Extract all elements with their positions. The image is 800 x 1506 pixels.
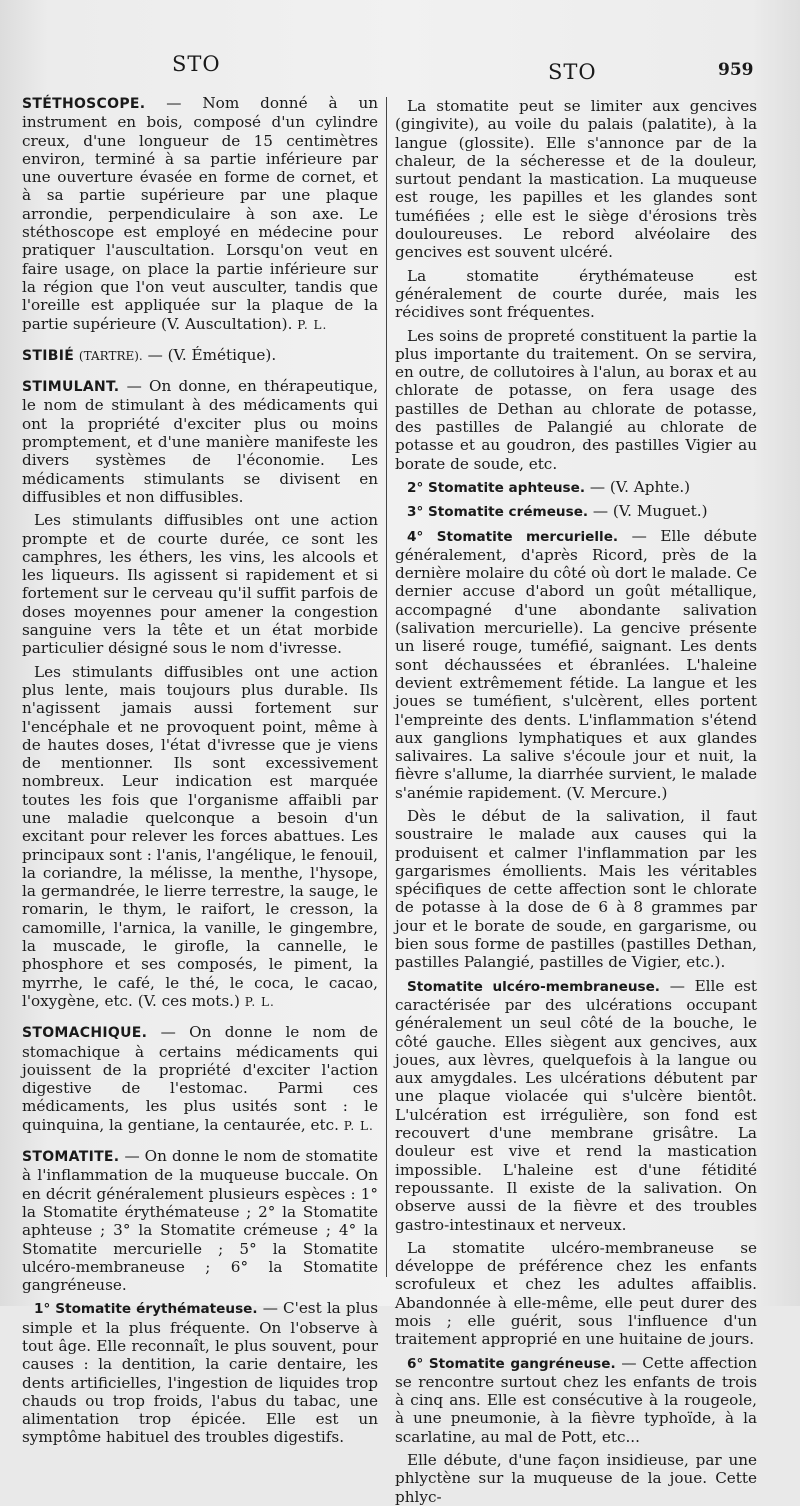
paragraph: La stomatite peut se limiter aux gencives (gingivite), au voile du palais (palatite), à la langue (glossite). Elle s'annonce par de la chaleur, de la sécheresse et de la douleur, surtout pendant la mastication. La muqueuse est rouge, les papilles et les glandes sont tuméfiées ; elle est le siège d'érosions très douloureuses. Le rebord alvéolaire des gencives est souvent ulcéré. <box>395 97 757 262</box>
subentry-label: 4° Stomatite mercurielle. <box>407 528 619 545</box>
column-divider <box>386 97 387 1277</box>
headword-stethoscope: STÉTHOSCOPE. <box>22 96 146 112</box>
right-column <box>395 97 758 1506</box>
paragraph: Les soins de propreté constituent la partie la plus importante du traitement. On se servira, en outre, de collutoires à l'alun, au borax et au chlorate de potasse, on fera usage des pastilles de Dethan au chlorate de potasse, des pastilles de Palangié au chlorate de potasse et au goudron, des pastilles Vigier au borate de soude, etc. <box>395 326 757 473</box>
entry-text: — On donne, en thérapeutique, le nom de stimulant à des médicaments qui ont la propriété d'exciter plus ou moins promptement, et d'une manière manifeste les divers systèmes de l'économie. Les médicaments stimulants se divisent en diffusibles et non diffusibles. <box>22 377 378 506</box>
subentry-cremeuse <box>395 502 757 521</box>
headword-stomachique: STOMACHIQUE. <box>22 1025 148 1042</box>
entry-stomatite <box>22 1147 378 1294</box>
author-signature: P. L. <box>343 1118 374 1133</box>
left-column <box>22 94 379 1447</box>
running-head-right: STO <box>548 60 597 84</box>
subentry-label: 2° Stomatite aphteuse. <box>407 479 586 496</box>
entry-stethoscope <box>22 94 378 334</box>
headword-stibie: STIBIÉ <box>22 347 75 364</box>
subentry-label: 3° Stomatite crémeuse. <box>407 504 589 521</box>
entry-text: — Nom donné à un instrument en bois, composé d'un cylindre creux, d'une longueur de 15 centimètres environ, terminé à sa partie inférieure par une ouverture évasée en forme de cornet, et à sa partie supérieure par une plaque arrondie, perpendiculaire à son axe. Le stéthoscope est employé en médecine pour pratiquer l'auscultation. Lorsqu'on veut en faire usage, on place la partie inférieure sur la région que l'on veut ausculter, tandis que l'oreille est appliquée sur la plaque de la partie supérieure (V. Auscultation). <box>22 94 379 333</box>
author-signature: P. L. <box>244 994 275 1009</box>
headword-stomatite: STOMATITE. <box>22 1149 120 1166</box>
subentry-label: Stomatite ulcéro-membraneuse. <box>407 978 660 995</box>
entry-text: — On donne le nom de stomatite à l'inflammation de la muqueuse buccale. On en décrit généralement plusieurs espèces : 1° la Stomatite érythémateuse ; 2° la Stomatite aphteuse ; 3° la Stomatite crémeuse ; 4° la Stomatite mercurielle ; 5° la Stomatite ulcéro-membraneuse ; 6° la Stomatite gangréneuse. <box>22 1147 378 1295</box>
subentry-aphteuse <box>395 478 757 497</box>
headword-qualifier: (TARTRE). <box>78 348 143 363</box>
subentry-label: 6° Stomatite gangréneuse. <box>407 1355 616 1372</box>
subentry-text: — Elle est caractérisée par des ulcérations occupant généralement un seul côté de la bouche, le côté gauche. Elles siègent aux gencives, aux joues, aux lèvres, quelquefois à la langue ou aux amygdales. Les ulcérations débutent par une plaque violacée qui s'ulcère bientôt. L'ulcération est irrégulière, son fond est recouvert d'une membrane grisâtre. La douleur est vive et rend la mastication impossible. L'haleine est d'une fétidité repoussante. Il existe de la salivation. On observe aussi de la fièvre et des troubles gastro-intestinaux et nerveux. <box>395 976 757 1234</box>
subentry-ulcero-membraneuse <box>395 977 757 1234</box>
page-number: 959 <box>718 60 754 80</box>
running-head-left: STO <box>172 52 221 76</box>
subentry-text: — (V. Muguet.) <box>592 502 708 521</box>
paragraph: Dès le début de la salivation, il faut soustraire le malade aux causes qui la produisent et calmer l'inflammation par les gargarismes émollients. Mais les véritables spécifiques de cette affection sont le chlorate de potasse à la dose de 6 à 8 grammes par jour et le borate de soude, en gargarisme, ou bien sous forme de pastilles (pastilles Dethan, pastilles Palangié, pastilles de Vigier, etc.). <box>395 806 757 972</box>
paragraph: La stomatite érythémateuse est généralement de courte durée, mais les récidives sont fréquentes. <box>395 266 757 322</box>
entry-stomachique <box>22 1023 378 1135</box>
entry-stimulant <box>22 377 378 506</box>
headword-stimulant: STIMULANT. <box>22 379 120 396</box>
subentry-text: — Elle débute généralement, d'après Ricord, près de la dernière molaire du côté où dort le malade. Ce dernier accuse d'abord un goût métallique, accompagné d'une abondante salivation (salivation mercurielle). La gencive présente un liseré rouge, tuméfié, saignant. Les dents sont déchaussées et ébranlées. L'haleine devient extrêmement fétide. La langue et les joues se tuméfient, s'ulcèrent, elles portent l'empreinte des dents. L'inflammation s'étend aux ganglions lymphatiques et aux glandes salivaires. La salive s'écoule jour et nuit, la fièvre s'allume, la diarrhée survient, le malade s'anémie rapidement. (V. Mercure.) <box>395 526 758 802</box>
paragraph: Les stimulants diffusibles ont une action prompte et de courte durée, ce sont les camphres, les éthers, les vins, les alcools et les liqueurs. Ils agissent si rapidement et si fortement sur le cerveau qu'il suffit parfois de doses moyennes pour amener la congestion sanguine vers la tête et un état morbide particulier désigné sous le nom d'ivresse. <box>22 511 378 658</box>
paragraph-text: Les stimulants diffusibles ont une action plus lente, mais toujours plus durable. Ils n'agissent jamais aussi fortement sur l'encéphale et ne provoquent point, même à de hautes doses, l'état d'ivresse que je viens de mentionner. Ils sont excessivement nombreux. Leur indication est marquée toutes les fois que l'organisme affaibli par une maladie quelconque a besoin d'un excitant pour relever les forces abattues. Les principaux sont : l'anis, l'angélique, le fenouil, la coriandre, la mélisse, la menthe, l'hysope, la germandrée, le lierre terrestre, la sauge, le romarin, le thym, le raifort, le cresson, la camomille, l'arnica, la vanille, le gingembre, la muscade, le girofle, la cannelle, le phosphore et ses composés, le piment, la myrrhe, le café, le thé, le coca, le cacao, l'oxygène, etc. (V. ces mots.) <box>22 662 378 1010</box>
subentry-text: — C'est la plus simple et la plus fréquente. On l'observe à tout âge. Elle reconnaît, le plus souvent, pour causes : la dentition, la carie dentaire, les dents artificielles, l'ingestion de liquides trop chauds ou trop froids, l'abus du tabac, une alimentation trop épicée. Elle est un symptôme habituel des troubles digestifs. <box>22 1299 379 1447</box>
page-header <box>0 52 800 86</box>
subentry-gangreneuse <box>395 1354 757 1446</box>
paragraph: La stomatite ulcéro-membraneuse se développe de préférence chez les enfants scrofuleux et chez les adultes affaiblis. Abandonnée à elle-même, elle peut durer des mois ; elle guérit, sous l'influence d'un traitement approprié en une huitaine de jours. <box>395 1238 757 1349</box>
subentry-text: — (V. Aphte.) <box>589 477 691 496</box>
entry-text: — (V. Émétique). <box>147 345 277 364</box>
paragraph <box>22 663 378 1012</box>
subentry-erythemateuse <box>22 1299 378 1446</box>
author-signature: P. L. <box>297 317 328 332</box>
entry-stibie <box>22 346 378 365</box>
paragraph: Elle débute, d'une façon insidieuse, par une phlyctène sur la muqueuse de la joue. Cette phlyc- <box>395 1451 757 1506</box>
subentry-text: — Cette affection se rencontre surtout chez les enfants de trois à cinq ans. Elle est consécutive à la rougeole, à une pneumonie, à la fièvre typhoïde, à la scarlatine, au mal de Pott, etc... <box>395 1353 757 1446</box>
subentry-label: 1° Stomatite érythémateuse. <box>34 1301 258 1318</box>
entry-text: — On donne le nom de stomachique à certains médicaments qui jouissent de la propriété d'exciter l'action digestive de l'estomac. Parmi ces médicaments, les plus usités sont : le quinquina, la gentiane, la centaurée, etc. <box>22 1023 379 1134</box>
subentry-mercurielle <box>395 527 757 802</box>
